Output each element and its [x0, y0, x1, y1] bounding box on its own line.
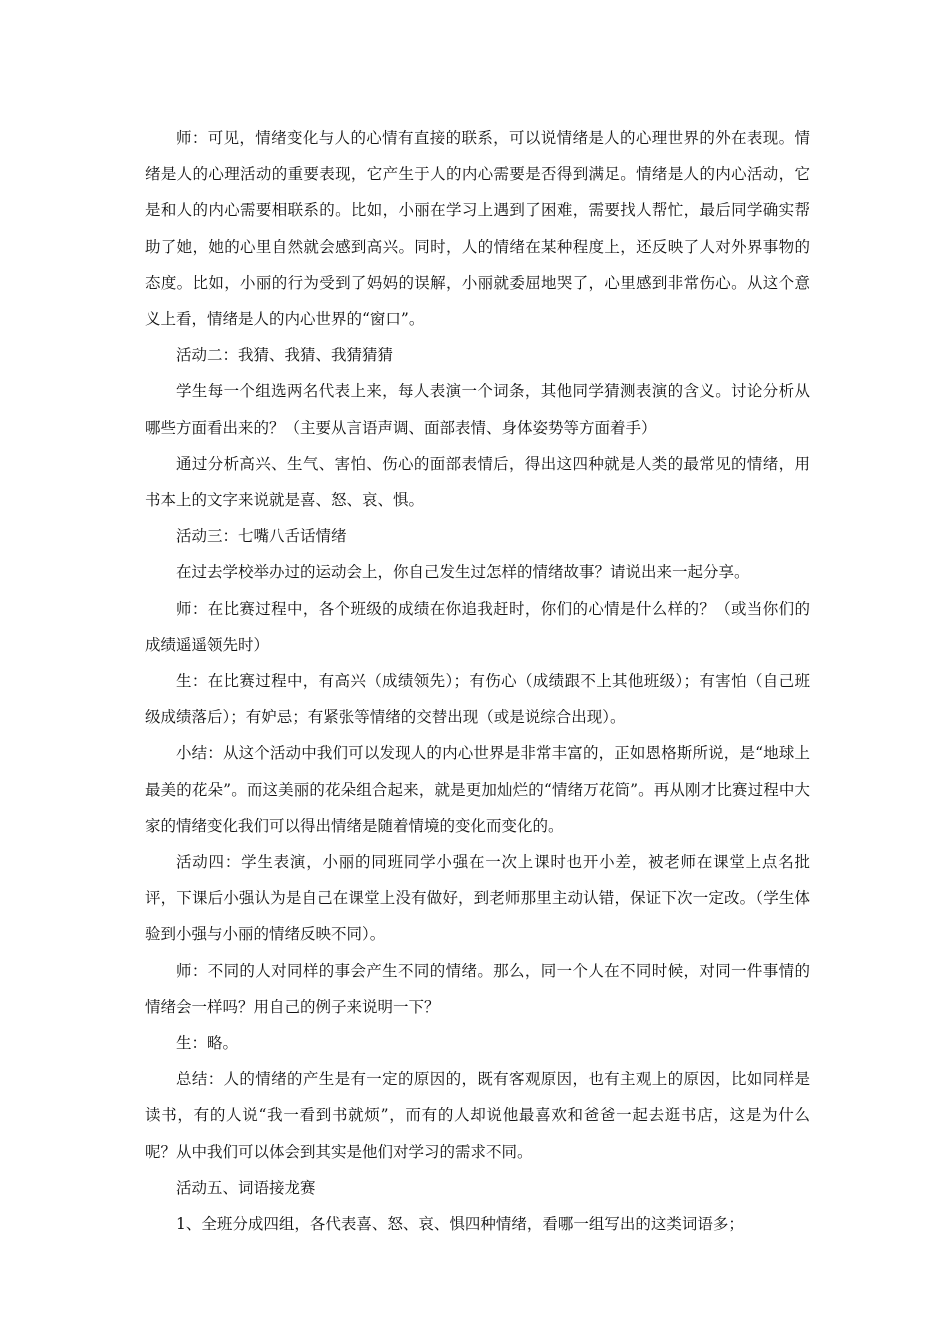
- paragraph-sports-meet-question: 在过去学校举办过的运动会上，你自己发生过怎样的情绪故事？请说出来一起分享。: [176, 563, 750, 582]
- paragraph-four-emotions: 通过分析高兴、生气、害怕、伤心的面部表情后，得出这四种就是人类的最常见的情绪，用书本上的文字来说就是喜、怒、哀、惧。: [145, 454, 810, 510]
- paragraph-student-answer: 生：在比赛过程中，有高兴（成绩领先）；有伤心（成绩跟不上其他班级）；有害怕（自己班级成绩落后）；有妒忌；有紧张等情绪的交替出现（或是说综合出现）。: [145, 672, 810, 727]
- paragraph-teacher-question: 师：在比赛过程中，各个班级的成绩在你追我赶时，你们的心情是什么样的？（或当你们的成绩遥遥领先时）: [145, 599, 810, 654]
- paragraph-activity-two-description: 学生每一个组选两名代表上来，每人表演一个词条，其他同学猜测表演的含义。讨论分析从哪些方面看出来的？（主要从言语声调、面部表情、身体姿势等方面着手）: [145, 382, 810, 437]
- heading-activity-four: 活动四：学生表演，小丽的同班同学小强在一次上课时也开小差，被老师在课堂上点名批评，下课后小强认为是自己在课堂上没有做好，到老师那里主动认错，保证下次一定改。（学生体验到小强与小丽的情绪反映不同）。: [145, 853, 810, 944]
- paragraph-summary: 小结：从这个活动中我们可以发现人的内心世界是非常丰富的，正如恩格斯所说，是“地球上最美的花朵”。而这美丽的花朵组合起来，就是更加灿烂的“情绪万花筒”。再从刚才比赛过程中大家的情绪变化我们可以得出情绪是随着情境的变化而变化的。: [145, 744, 810, 835]
- heading-activity-three: 活动三：七嘴八舌话情绪: [176, 527, 347, 546]
- paragraph-activity-five-step-one: 1、全班分成四组，各代表喜、怒、哀、惧四种情绪，看哪一组写出的这类词语多；: [176, 1215, 744, 1234]
- paragraph-teacher-different-emotions: 师：不同的人对同样的事会产生不同的情绪。那么，同一个人在不同时候，对同一件事情的情绪会一样吗？用自己的例子来说明一下？: [145, 961, 810, 1016]
- heading-activity-two: 活动二：我猜、我猜、我猜猜猜: [176, 346, 394, 365]
- paragraph-conclusion: 总结：人的情绪的产生是有一定的原因的，既有客观原因，也有主观上的原因，比如同样是读书，有的人说“我一看到书就烦”，而有的人却说他最喜欢和爸爸一起去逛书店，这是为什么呢？从中我们可以体会到其实是他们对学习的需求不同。: [145, 1070, 810, 1161]
- paragraph-student-omitted: 生：略。: [176, 1034, 239, 1053]
- document-body: [145, 120, 810, 1242]
- heading-activity-five: 活动五、词语接龙赛: [176, 1178, 316, 1197]
- paragraph-teacher-explanation: 师：可见，情绪变化与人的心情有直接的联系，可以说情绪是人的心理世界的外在表现。情绪是人的心理活动的重要表现，它产生于人的内心需要是否得到满足。情绪是人的内心活动，它是和人的内心需要相联系的。比如，小丽在学习上遇到了困难，需要找人帮忙，最后同学确实帮助了她，她的心里自然就会感到高兴。同时，人的情绪在某种程度上，还反映了人对外界事物的态度。比如，小丽的行为受到了妈妈的误解，小丽就委屈地哭了，心里感到非常伤心。从这个意义上看，情绪是人的内心世界的“窗口”。: [145, 129, 810, 329]
